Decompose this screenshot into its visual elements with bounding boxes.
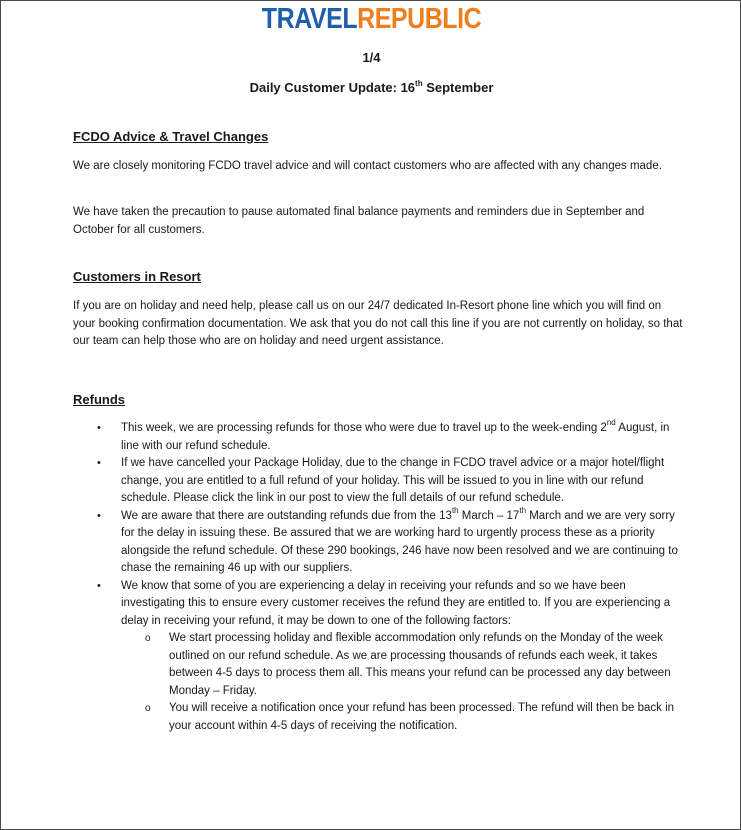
circle-bullet-icon: o [145, 633, 151, 644]
list-item: o We start processing holiday and flexible accommodation only refunds on the Monday of the week outlined on our refund schedule. As we are processing thousands of refunds each week, it takes between 4-5 days to process them all. This means your refund can be processed any day between Monday – Friday. [145, 632, 671, 697]
fcdo-paragraph-2: We have taken the precaution to pause automated final balance payments and reminders due in September and October for all customers. [73, 206, 645, 236]
refunds-sub-list [121, 630, 683, 735]
refunds-bullet-list [73, 420, 683, 735]
fcdo-paragraph-1: We are closely monitoring FCDO travel advice and will contact customers who are affected with any changes made. [73, 160, 662, 172]
fcdo-heading: FCDO Advice & Travel Changes [73, 129, 269, 144]
list-item: • This week, we are processing refunds for those who were due to travel up to the week-ending 2nd August, in line with our refund schedule. [97, 418, 670, 452]
resort-heading: Customers in Resort [73, 269, 201, 284]
bullet-icon: • [97, 579, 101, 592]
list-item: • We know that some of you are experiencing a delay in receiving your refunds and so we have been investigating this to ensure every customer receives the refund they are entitled to. If you are experiencing a delay in receiving your refund, it may be down to one of the following factors: o We start processing holiday and flexible accommodation only refunds on the Monday of the week outlined on our refund schedule. As we are processing thousands of refunds each week, it takes between 4-5 days to process them all. This means your refund can be processed any day between Monday – Friday. o You will receive a notification once your refund has been processed. The refund will then be back in your account within 4-5 days of receiving the notification. [73, 578, 683, 736]
bullet-icon: • [97, 422, 101, 434]
bullet-icon: • [97, 509, 101, 522]
refunds-heading: Refunds [73, 392, 125, 407]
list-item: • We are aware that there are outstanding refunds due from the 13th March – 17th March and we are very sorry for the delay in issuing these. Be assured that we are working hard to urgently process these as a priority alongside the refund schedule. Of these 290 bookings, 246 have now been resolved and we are continuing to chase the remaining 46 up with our suppliers. [97, 505, 678, 574]
travel-republic-logo: TRAVELREPUBLIC [261, 3, 482, 35]
list-item: o You will receive a notification once your refund has been processed. The refund will then be back in your account within 4-5 days of receiving the notification. [145, 702, 675, 732]
page-title: Daily Customer Update: 16th September [249, 78, 494, 95]
page-counter: 1/4 [362, 50, 381, 65]
circle-bullet-icon: o [145, 703, 151, 714]
bullet-icon: • [97, 457, 101, 469]
resort-paragraph: If you are on holiday and need help, please call us on our 24/7 dedicated In-Resort phone line which you will find on your booking confirmation documentation. We ask that you do not call this line if you are not currently on holiday, so that our team can help those who are on holiday and need urgent assistance. [73, 300, 683, 347]
list-item: • If we have cancelled your Package Holiday, due to the change in FCDO travel advice or a major hotel/flight change, you are entitled to a full refund of your holiday. This will be issued to you in line with our refund schedule. Please click the link in our post to view the full details of our refund schedule. [97, 457, 665, 504]
